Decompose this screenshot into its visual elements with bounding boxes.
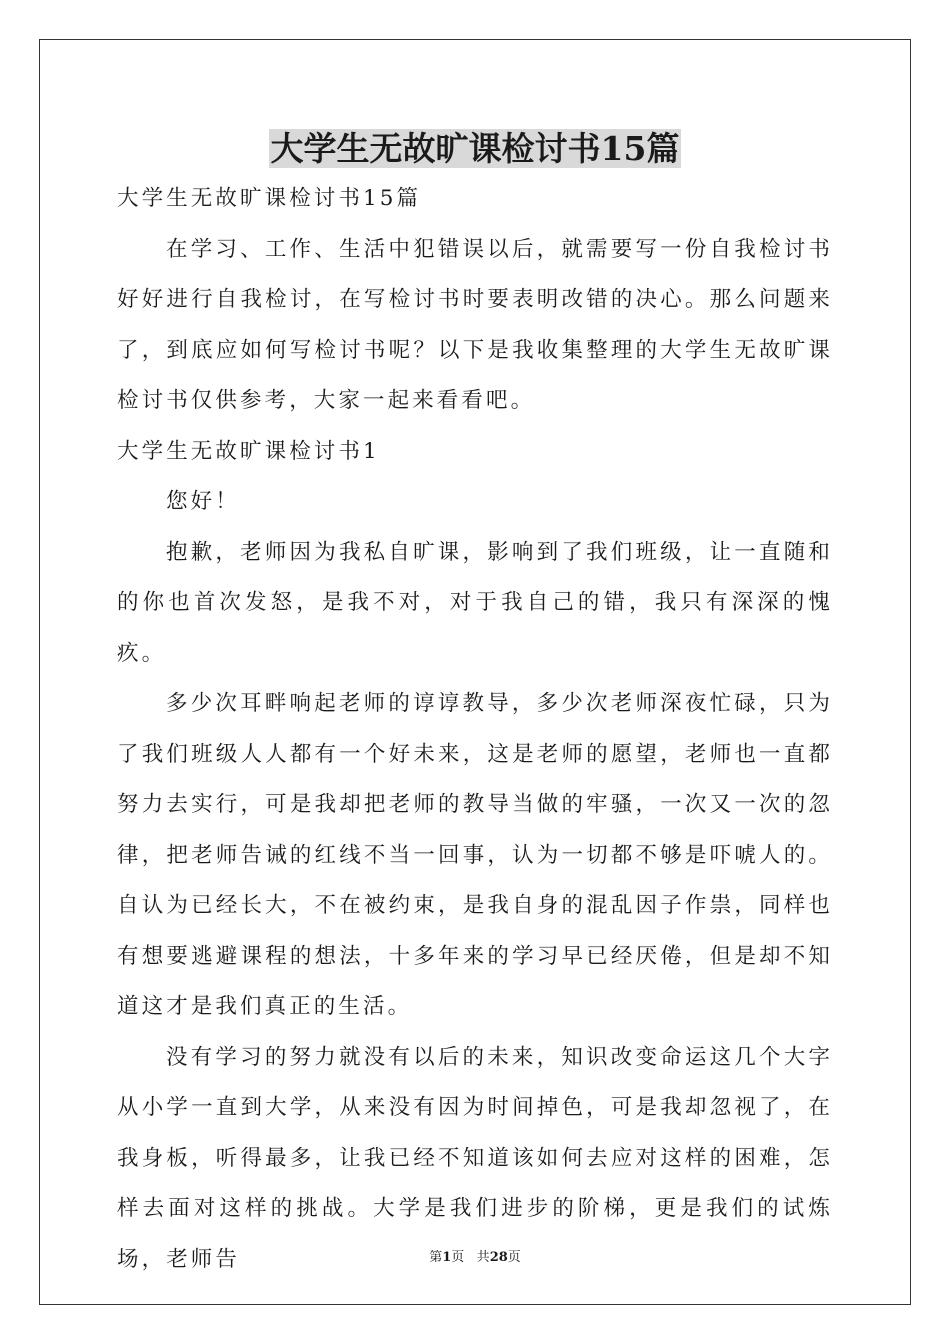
document-title-text: 大学生无故旷课检讨书15篇 — [270, 129, 680, 168]
footer-current-page: 1 — [442, 1250, 452, 1265]
footer-page-word: 页 — [451, 1250, 465, 1265]
document-body — [117, 174, 833, 1285]
paragraph-0: 大学生无故旷课检讨书15篇 — [117, 186, 422, 211]
footer-total-prefix: 共 — [476, 1250, 490, 1265]
page-footer — [0, 1246, 950, 1265]
paragraph-1: 在学习、工作、生活中犯错误以后，就需要写一份自我检讨书好好进行自我检讨，在写检讨书时要表明改错的决心。那么问题来了，到底应如何写检讨书呢？以下是我收集整理的大学生无故旷课检讨书仅供参考，大家一起来看看吧。 — [117, 236, 833, 413]
footer-total-pages: 28 — [489, 1250, 508, 1265]
document-title — [0, 124, 950, 174]
paragraph-6: 没有学习的努力就没有以后的未来，知识改变命运这几个大字从小学一直到大学，从来没有因为时间掉色，可是我却忽视了，在我身板，听得最多，让我已经不知道该如何去应对这样的困难，怎样去面对这样的挑战。大学是我们进步的阶梯，更是我们的试炼场，老师告 — [117, 1044, 833, 1272]
paragraph-2: 大学生无故旷课检讨书1 — [117, 438, 380, 464]
paragraph-4: 抱歉，老师因为我私自旷课，影响到了我们班级，让一直随和的你也首次发怒，是我不对，对于我自己的错，我只有深深的愧疚。 — [117, 539, 833, 666]
footer-prefix: 第 — [429, 1250, 443, 1265]
paragraph-5: 多少次耳畔响起老师的谆谆教导，多少次老师深夜忙碌，只为了我们班级人人都有一个好未来，这是老师的愿望，老师也一直都努力去实行，可是我却把老师的教导当做的牢骚，一次又一次的忽律，把老师告诫的红线不当一回事，认为一切都不够是吓唬人的。自认为已经长大，不在被约束，是我自身的混乱因子作祟，同样也有想要逃避课程的想法，十多年来的学习早已经厌倦，但是却不知道这才是我们真正的生活。 — [117, 691, 833, 1019]
footer-total-suffix: 页 — [507, 1250, 521, 1265]
paragraph-3: 您好！ — [166, 489, 240, 514]
